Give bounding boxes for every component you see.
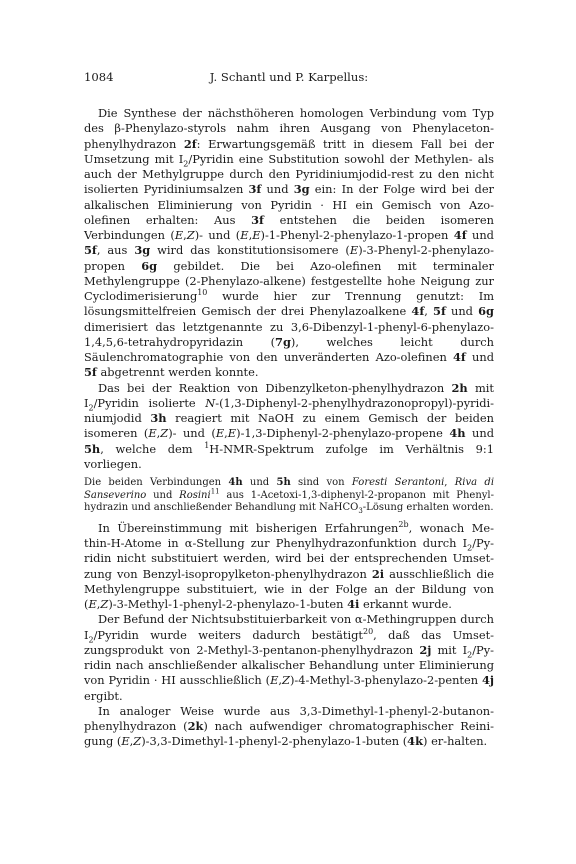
paragraph: Der Befund der Nichtsubstituierbarkeit von α-Methingruppen durch $I_2$/Pyridin wurde weiters dadurch bestätigt$^{20}$, daß das Umset-zungsprodukt von 2-Methyl-3-pentanon-phenylhydrazon 2j mit $I_2/Py$-ridin nach anschließender alkalischer Behandlung unter Eliminierung von Pyridin · HI ausschließlich (E,Z)-4-Methyl-3-phenylazo-2-penten 4j ergibt.	[84, 612, 495, 703]
paragraph: Die Synthese der nächsthöheren homologen Verbindung vom Typ des β-Phenylazo-styrols nahm ihren Ausgang von Phenylaceton-phenylhydrazon 2f: Erwartungsgemäß tritt in diesem Fall bei der Umsetzung mit $I_2$/Pyridin eine Substitution sowohl der Methylen- als auch der Methylgruppe durch den Pyridiniumjodid-rest zu den nicht isolierten Pyridiniumsalzen 3f und 3g ein: In der Folge wird bei der alkalischen Eliminierung von Pyridin · HI ein Gemisch von Azo-olefinen erhalten: Aus 3f entstehen die beiden isomeren Verbindungen (E,Z)- und (E,E)-1-Phenyl-2-phenylazo-1-propen 4f und 5f, aus 3g wird das konstitutionsisomere (E)-3-Phenyl-2-phenylazo-propen 6g gebildet. Die bei Azo-olefinen mit terminaler Methylengruppe (2-Phenylazo-alkene) festgestellte hohe Neigung zur Cyclodimerisierung$^{10}$ wurde hier zur Trennung genutzt: Im lösungsmittelfreien Gemisch der drei Phenylazoalkene 4f, 5f und 6g dimerisiert das letztgenannte zu 3,6-Dibenzyl-1-phenyl-6-phenylazo-1,4,5,6-tetrahydropyridazin (7g), welches leicht durch Säulenchromatographie von den unveränderten Azo-olefinen 4f und 5f abgetrennt werden konnte.	[84, 106, 495, 380]
paragraph: Das bei der Reaktion von Dibenzylketon-phenylhydrazon 2h mit $I_2$/Pyridin isolierte N-(1,3-Diphenyl-2-phenylhydrazonopropyl)-pyridi-niumjodid 3h reagiert mit NaOH zu einem Gemisch der beiden isomeren (E,Z)- und (E,E)-1,3-Diphenyl-2-phenylazo-propene 4h und 5h, welche dem $^1$H-NMR-Spektrum zufolge im Verhältnis 9:1 vorliegen.	[84, 380, 494, 471]
small-print-note: Die beiden Verbindungen 4h und 5h sind von Foresti Serantoni, Riva di Sanseverino und Rosini$^{11}$ aus 1-Acetoxi-1,3-diphenyl-2-propanon mit Phenyl-hydrazin und anschließender Behandlung mit NaHCO$_3$-Lösung erhalten worden.	[84, 477, 495, 516]
page-header	[84, 70, 494, 88]
body-text	[84, 106, 494, 750]
paragraph: In analoger Weise wurde aus 3,3-Dimethyl-1-phenyl-2-butanon-phenylhydrazon (2k) nach aufwendiger chromatographischer Reini-gung (E,Z)-3,3-Dimethyl-1-phenyl-2-phenylazo-1-buten (4k) er-halten.	[84, 703, 494, 749]
running-title: J. Schantl und P. Karpellus:	[209, 70, 369, 84]
document-page	[84, 70, 494, 750]
page-number: 1084	[84, 70, 114, 84]
paragraph: In Übereinstimmung mit bisherigen Erfahrungen$^{2b}$, wonach Me-thin-H-Atome in α-Stellung zur Phenylhydrazonfunktion durch $I_2/Py$-ridin nicht substituiert werden, wird bei der entsprechenden Umset-zung von Benzyl-isopropylketon-phenylhydrazon 2i ausschließlich die Methylengruppe substituiert, wie in der Folge an der Bildung von (E,Z)-3-Methyl-1-phenyl-2-phenylazo-1-buten 4i erkannt wurde.	[84, 519, 494, 612]
